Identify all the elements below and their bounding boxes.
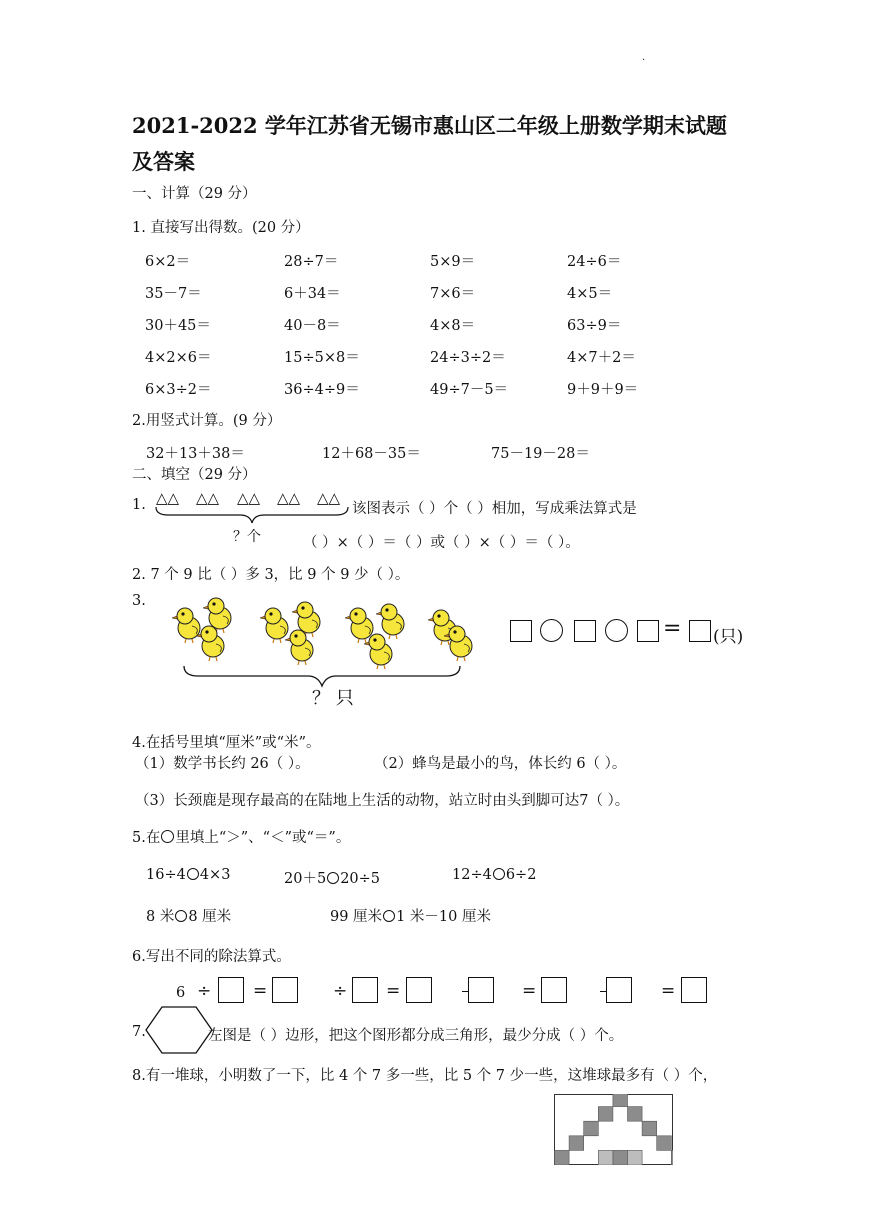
calc-item: 4×7＋2＝ bbox=[567, 350, 636, 366]
chick-icon bbox=[285, 628, 319, 666]
compare-circle[interactable] bbox=[327, 872, 339, 884]
calc-item: 6×3÷2＝ bbox=[145, 382, 212, 398]
compare-right: 20÷5 bbox=[340, 871, 381, 887]
stair-cell bbox=[628, 1107, 643, 1122]
answer-box[interactable] bbox=[637, 620, 659, 642]
stair-cell bbox=[598, 1107, 613, 1122]
answer-box[interactable] bbox=[606, 977, 632, 1003]
stair-cell bbox=[598, 1150, 613, 1165]
calc-item: 40－8＝ bbox=[284, 318, 341, 334]
stair-cell bbox=[569, 1136, 584, 1151]
vertical-calc-item: 12＋68－35＝ bbox=[322, 446, 421, 462]
divide-sign: ÷ bbox=[333, 981, 348, 1001]
calc-item: 15÷5×8＝ bbox=[284, 350, 360, 366]
compare-left: 99 厘米 bbox=[330, 909, 383, 925]
triangle-group: △△ bbox=[196, 489, 220, 507]
compare-item bbox=[284, 867, 380, 888]
stair-cell bbox=[613, 1150, 628, 1165]
stair-cell bbox=[584, 1121, 599, 1136]
title-suffix: 里填上“＞”、“＜”或“＝”。 bbox=[175, 830, 351, 846]
question-text: 左图是（ ）边形，把这个图形都分成三角形，最少分成（ ）个。 bbox=[208, 1028, 624, 1044]
question-text: （1）数学书长约 26（ ）。 bbox=[135, 756, 310, 772]
brace-under-triangles bbox=[154, 505, 350, 525]
equals-sign: = bbox=[386, 981, 401, 1001]
calc-item: 24÷6＝ bbox=[567, 254, 622, 270]
answer-box[interactable] bbox=[352, 977, 378, 1003]
question-text: （3）长颈鹿是现存最高的在陆地上生活的动物，站立时由头到脚可达7（ ）。 bbox=[135, 793, 630, 809]
compare-left: 8 米 bbox=[146, 909, 175, 925]
question-title: 6.写出不同的除法算式。 bbox=[132, 949, 291, 965]
page-dot: . bbox=[642, 52, 646, 63]
calc-item: 28÷7＝ bbox=[284, 254, 339, 270]
answer-box[interactable] bbox=[406, 977, 432, 1003]
section-heading: 二、填空（29 分） bbox=[132, 467, 257, 483]
divide-sign: ÷ bbox=[197, 981, 212, 1001]
compare-right: 4×3 bbox=[199, 867, 231, 883]
question-title bbox=[132, 826, 350, 847]
page-title: 2021-2022 学年江苏省无锡市惠山区二年级上册数学期末试题 bbox=[132, 113, 727, 138]
calc-item: 49÷7－5＝ bbox=[430, 382, 509, 398]
equals-sign: = bbox=[253, 981, 268, 1001]
compare-circle[interactable] bbox=[175, 910, 187, 922]
question-title: 1. 直接写出得数。(20 分） bbox=[132, 220, 310, 236]
stair-cell bbox=[555, 1150, 570, 1165]
calc-item: 6＋34＝ bbox=[284, 286, 341, 302]
compare-circle[interactable] bbox=[493, 868, 505, 880]
question-number: 1. bbox=[132, 497, 146, 513]
blank-divide-mark bbox=[600, 991, 606, 992]
unit-label: (只) bbox=[713, 627, 744, 647]
compare-circle[interactable] bbox=[187, 868, 199, 880]
question-text: （2）蜂鸟是最小的鸟，体长约 6（ ）。 bbox=[374, 756, 627, 772]
answer-box[interactable] bbox=[541, 977, 567, 1003]
compare-right: 6÷2 bbox=[505, 867, 537, 883]
triangle-group: △△ bbox=[317, 489, 341, 507]
compare-circle[interactable] bbox=[383, 910, 395, 922]
question-text: 2. 7 个 9 比（ ）多 3，比 9 个 9 少（ ）。 bbox=[132, 567, 410, 583]
calc-item: 36÷4÷9＝ bbox=[284, 382, 360, 398]
answer-box[interactable] bbox=[272, 977, 298, 1003]
calc-item: 4×8＝ bbox=[430, 318, 476, 334]
compare-item bbox=[146, 905, 231, 926]
question-formula: （ ）×（ ）＝（ ）或（ ）×（ ）＝（ ）。 bbox=[303, 535, 580, 551]
calc-item: 24÷3÷2＝ bbox=[430, 350, 506, 366]
question-text: 8.有一堆球，小明数了一下，比 4 个 7 多一些，比 5 个 7 少一些，这堆球最多有（ ）个， bbox=[132, 1068, 718, 1084]
question-number: 7. bbox=[132, 1024, 146, 1040]
chick-icon bbox=[444, 624, 478, 662]
dividend: 6 bbox=[176, 985, 186, 1001]
calc-item: 9＋9＋9＝ bbox=[567, 382, 639, 398]
question-title: 4.在括号里填“厘米”或“米”。 bbox=[132, 735, 321, 751]
calc-item: 5×9＝ bbox=[430, 254, 476, 270]
brace-label: ？个 bbox=[233, 529, 261, 545]
title-prefix: 5.在 bbox=[132, 830, 161, 846]
section-heading: 一、计算（29 分） bbox=[132, 186, 257, 202]
calc-item: 35－7＝ bbox=[145, 286, 202, 302]
stair-cell bbox=[628, 1150, 643, 1165]
compare-left: 16÷4 bbox=[146, 867, 186, 883]
stair-cell bbox=[671, 1150, 673, 1165]
calc-item: 4×2×6＝ bbox=[145, 350, 212, 366]
stair-cell bbox=[642, 1121, 657, 1136]
stair-cell bbox=[657, 1136, 672, 1151]
equals-sign: = bbox=[661, 981, 676, 1001]
question-number: 3. bbox=[132, 593, 146, 609]
staircase-figure bbox=[554, 1094, 673, 1165]
triangle-group: △△ bbox=[237, 489, 261, 507]
blank-divide-mark bbox=[462, 991, 468, 992]
compare-right: 1 米－10 厘米 bbox=[396, 909, 491, 925]
answer-box[interactable] bbox=[218, 977, 244, 1003]
compare-item bbox=[146, 867, 230, 883]
operator-circle[interactable] bbox=[605, 619, 628, 642]
calc-item: 4×5＝ bbox=[567, 286, 613, 302]
question-text: 该图表示（ ）个（ ）相加，写成乘法算式是 bbox=[352, 501, 637, 517]
operator-circle[interactable] bbox=[540, 619, 563, 642]
compare-item bbox=[452, 867, 536, 883]
answer-box[interactable] bbox=[574, 620, 596, 642]
hexagon-shape bbox=[144, 1005, 214, 1055]
answer-box[interactable] bbox=[681, 977, 707, 1003]
compare-left: 12÷4 bbox=[452, 867, 492, 883]
page-title-line2: 及答案 bbox=[132, 149, 195, 174]
calc-item: 6×2＝ bbox=[145, 254, 191, 270]
answer-box[interactable] bbox=[689, 620, 711, 642]
calc-item: 7×6＝ bbox=[430, 286, 476, 302]
vertical-calc-item: 75－19－28＝ bbox=[491, 446, 590, 462]
answer-box[interactable] bbox=[468, 977, 494, 1003]
triangle-group: △△ bbox=[156, 489, 180, 507]
stair-cell bbox=[613, 1094, 628, 1107]
compare-left: 20＋5 bbox=[284, 871, 327, 887]
compare-right: 8 厘米 bbox=[188, 909, 232, 925]
question-title: 2.用竖式计算。(9 分） bbox=[132, 413, 282, 429]
equals-sign: = bbox=[663, 616, 682, 641]
triangle-group: △△ bbox=[277, 489, 301, 507]
vertical-calc-item: 32＋13＋38＝ bbox=[146, 446, 245, 462]
compare-item bbox=[330, 905, 491, 926]
answer-box[interactable] bbox=[510, 620, 532, 642]
circle-icon bbox=[161, 830, 174, 843]
calc-item: 30＋45＝ bbox=[145, 318, 211, 334]
calc-item: 63÷9＝ bbox=[567, 318, 622, 334]
chick-icon bbox=[196, 624, 230, 662]
brace-label: ？ 只 bbox=[312, 688, 354, 709]
equals-sign: = bbox=[522, 981, 537, 1001]
